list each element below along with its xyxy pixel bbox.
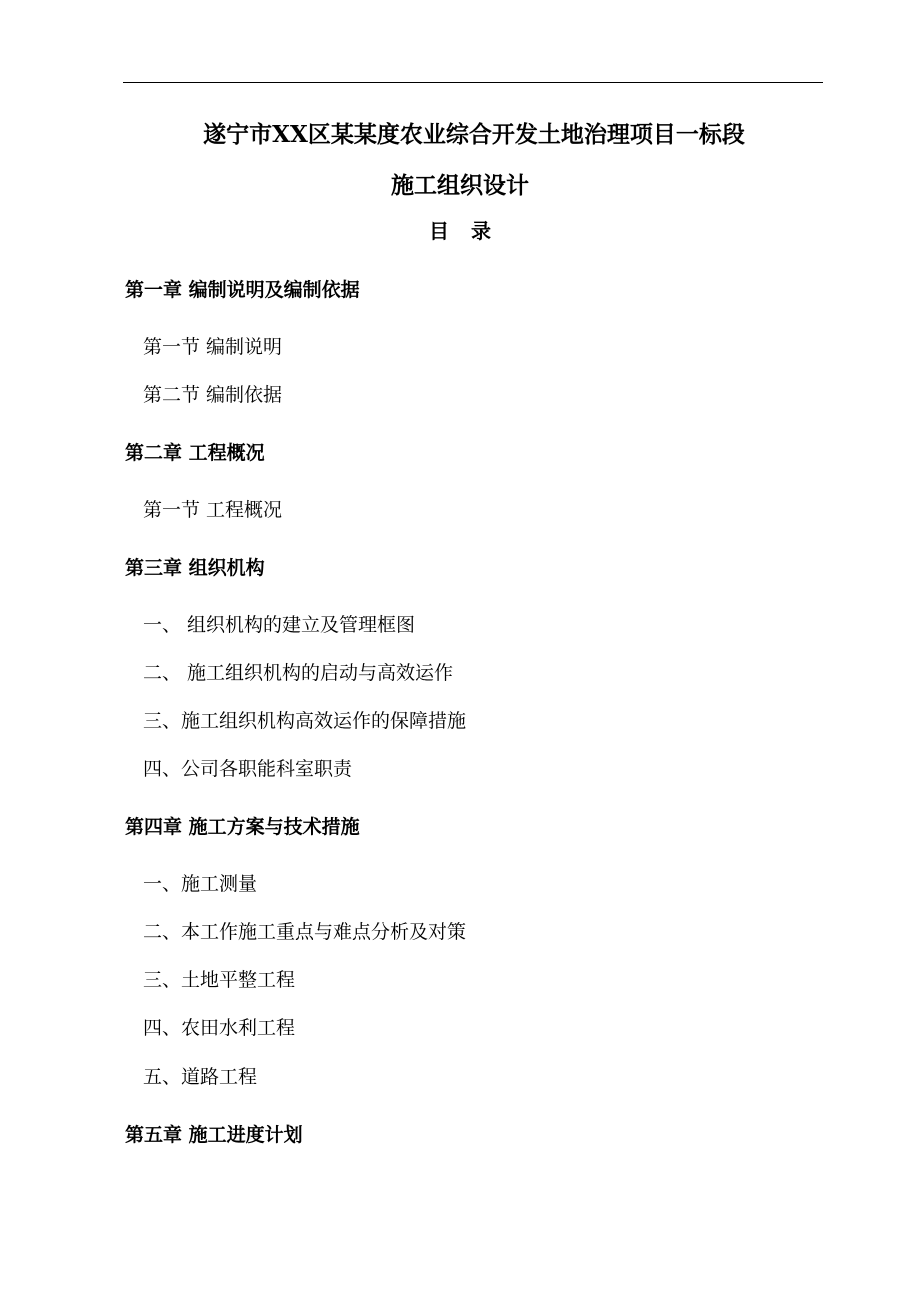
toc-section: 二、本工作施工重点与难点分析及对策: [143, 921, 467, 943]
toc-chapter: 第一章 编制说明及编制依据: [125, 279, 360, 301]
toc-section: 第一节 工程概况: [143, 499, 283, 521]
toc-section: 第二节 编制依据: [143, 384, 283, 406]
toc-section: 第一节 编制说明: [143, 336, 283, 358]
toc-section: 一、 组织机构的建立及管理框图: [143, 614, 416, 636]
toc-chapter: 第四章 施工方案与技术措施: [125, 816, 360, 838]
toc-chapter: 第三章 组织机构: [125, 557, 265, 579]
toc-section: 五、道路工程: [143, 1066, 258, 1088]
toc-chapter: 第五章 施工进度计划: [125, 1124, 303, 1146]
document-subtitle: 施工组织设计: [391, 172, 529, 199]
toc-section: 一、施工测量: [143, 873, 258, 895]
toc-section: 三、土地平整工程: [143, 969, 296, 991]
toc-section: 三、施工组织机构高效运作的保障措施: [143, 710, 467, 732]
toc-section: 四、农田水利工程: [143, 1017, 296, 1039]
document-title: 遂宁市XX区某某度农业综合开发土地治理项目一标段: [203, 121, 745, 148]
toc-section: 二、 施工组织机构的启动与高效运作: [143, 662, 454, 684]
toc-heading: 目录: [429, 219, 513, 243]
toc-chapter: 第二章 工程概况: [125, 442, 265, 464]
toc-section: 四、公司各职能科室职责: [143, 758, 353, 780]
